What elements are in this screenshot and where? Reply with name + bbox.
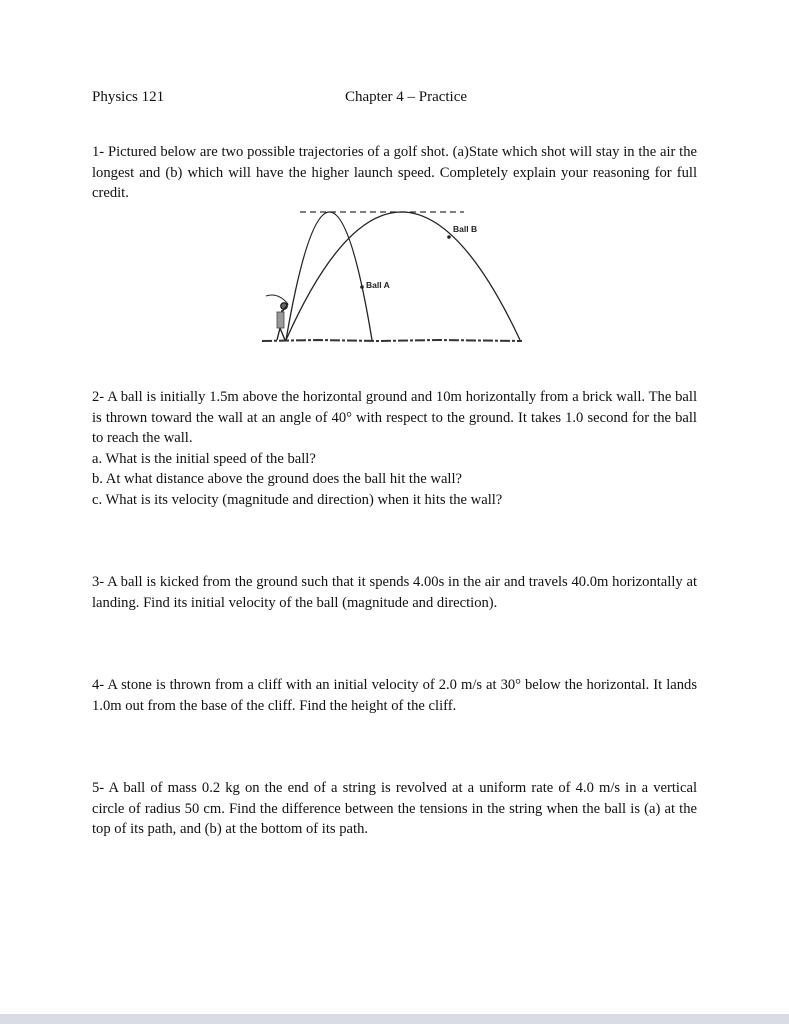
trajectory-ball-b (286, 212, 520, 340)
question-3 (92, 572, 697, 613)
question-number: 4- (92, 677, 105, 693)
question-2-part-b: b. At what distance above the ground does the ball hit the wall? (92, 471, 463, 487)
question-text: A ball is initially 1.5m above the horizontal ground and 10m horizontally from a brick wall. The ball is thrown toward the wall at an angle of 40° with respect to the ground. It takes 1.0 second for the ball to reach the wall. (92, 389, 698, 446)
question-number: 5- (92, 780, 105, 796)
question-4 (92, 675, 697, 716)
ball-a-dot (360, 285, 364, 289)
trajectory-ball-a (286, 212, 372, 340)
course-title: Physics 121 (92, 89, 165, 105)
ground-line (262, 340, 522, 341)
question-number: 2- (92, 389, 105, 405)
golfer-figure (266, 295, 288, 340)
question-1 (92, 142, 697, 204)
question-2 (92, 387, 697, 510)
question-text: Pictured below are two possible trajectories of a golf shot. (a)State which shot will stay in the air the longest and (b) which will have the higher launch speed. Completely explain your reasoning for full credit. (92, 144, 697, 201)
question-2-part-c: c. What is its velocity (magnitude and direction) when it hits the wall? (92, 491, 503, 508)
chapter-title: Chapter 4 – Practice (345, 89, 468, 105)
question-2-part-a: a. What is the initial speed of the ball? (92, 450, 316, 467)
question-5 (92, 778, 697, 840)
ball-b-dot (447, 235, 451, 239)
scroll-track[interactable] (0, 1014, 789, 1024)
question-number: 3- (92, 574, 105, 590)
question-text: A stone is thrown from a cliff with an initial velocity of 2.0 m/s at 30° below the horizontal. It lands 1.0m out from the base of the cliff. Find the height of the cliff. (92, 677, 698, 714)
question-text: A ball of mass 0.2 kg on the end of a string is revolved at a uniform rate of 4.0 m/s in a vertical circle of radius 50 cm. Find the difference between the tensions in the string when the ball is (a) at the top of its path, and (b) at the bottom of its path. (92, 780, 697, 837)
golf-trajectory-figure (258, 200, 528, 356)
question-number: 1- (92, 144, 105, 160)
ball-a-label: Ball A (366, 280, 390, 290)
ball-b-label: Ball B (453, 224, 478, 234)
question-text: A ball is kicked from the ground such that it spends 4.00s in the air and travels 40.0m horizontally at landing. Find its initial velocity of the ball (magnitude and direction). (92, 574, 697, 611)
